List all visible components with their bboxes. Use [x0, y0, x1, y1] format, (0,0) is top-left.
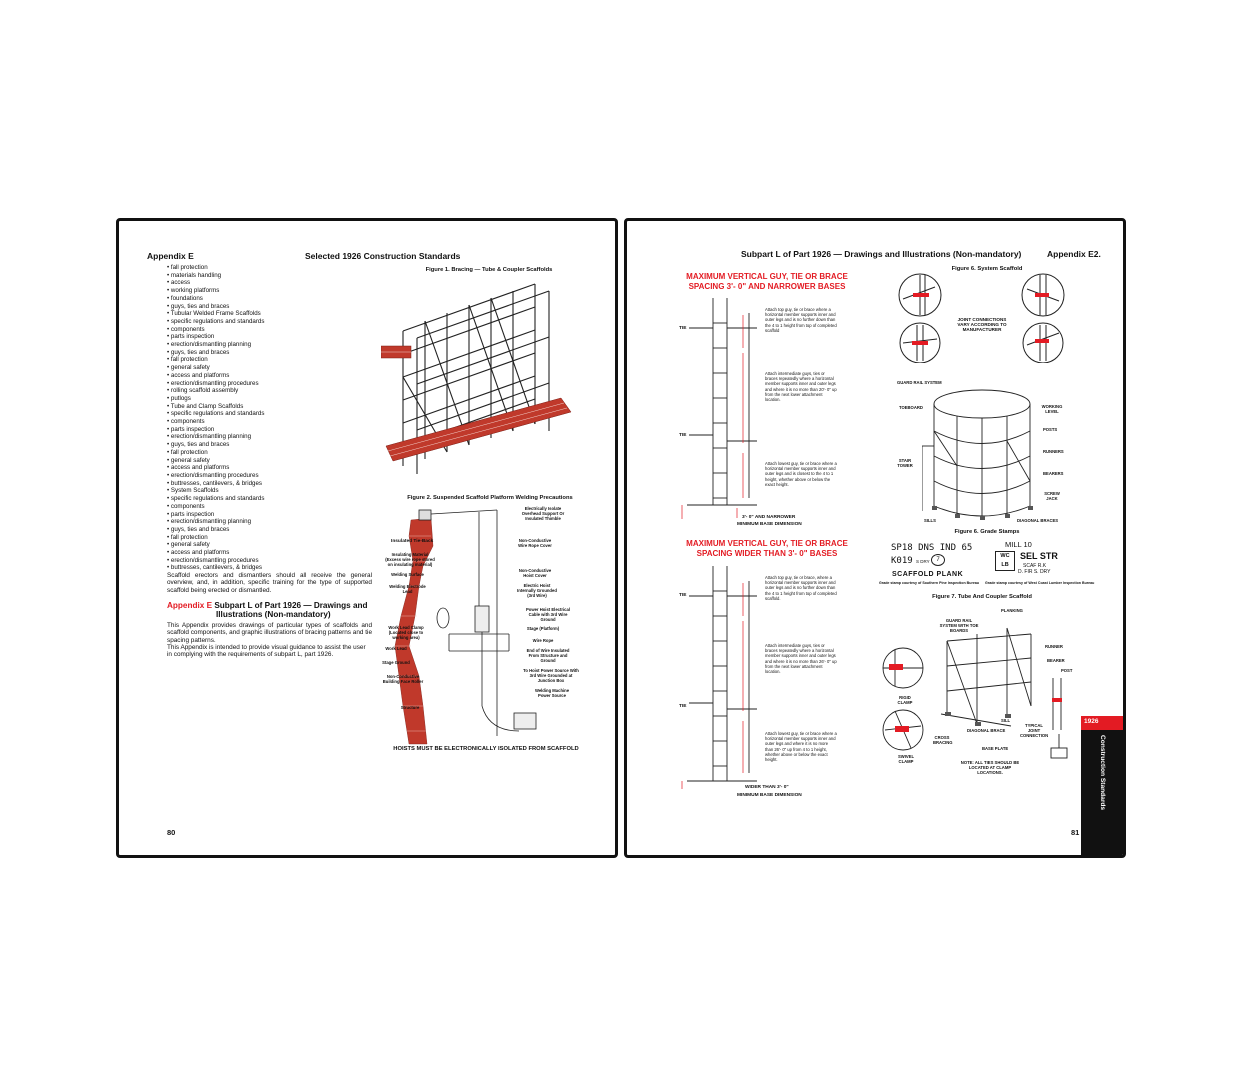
training-topic-item: • specific regulations and standards: [167, 317, 265, 325]
lbl-nonconductive-roller: Non-Conductive Building Face Roller: [382, 674, 424, 684]
training-topic-item: • fall protection: [167, 264, 208, 271]
note-top-narrow: Attach top guy, tie or brace where a horizontal member supports inner and outer legs and is no further down than the 4 to 1 height from top of completed scaffold: [765, 307, 837, 333]
training-topic-item: • general safety: [167, 456, 210, 464]
lbl-welding-surface: Welding Surface: [391, 572, 424, 577]
lbl-wire-rope: Wire Rope: [532, 638, 554, 643]
training-topic-item: • erection/dismantling planning: [167, 433, 252, 441]
lbl-planking: PLANKING: [1001, 608, 1023, 613]
lbl-hoist-grounded: Electric Hoist Internally Grounded (3rd Wire): [517, 583, 557, 598]
lbl-typical-joint: TYPICAL JOINT CONNECTION: [1020, 723, 1049, 738]
lbl-screw-jack: SCREW JACK: [1044, 491, 1060, 501]
training-topic-item: • access and platforms: [167, 371, 230, 379]
stamp2-scaf: SCAF R.K: [1023, 563, 1047, 569]
lbl-cross-bracing: CROSS BRACING: [933, 735, 953, 745]
training-topic-item: • specific regulations and standards: [167, 410, 265, 418]
stamp2-wc: WC: [1000, 553, 1010, 559]
training-topic-item: • fall protection: [167, 448, 208, 456]
note-top-wide: Attach top guy, tie or brace, where a horizontal member supports inner and outer legs and is no further down than the 4 to 1 height from top of completed scaffold.: [765, 575, 837, 601]
lbl-nonconductive-cover: Non-Conductive Wire Rope Cover: [518, 538, 552, 548]
wide-base-title: [677, 539, 857, 559]
training-topic-item: • working platforms: [167, 287, 220, 295]
lbl-power-hoist-cable: Power Hoist Electrical Cable with 3rd Wire Ground: [526, 607, 570, 622]
section-heading: [167, 601, 372, 610]
section-title-line2: Illustrations (Non-mandatory): [216, 610, 331, 619]
lbl-diagonal-brace: DIAGONAL BRACE: [967, 728, 1006, 733]
training-topic-item: • parts inspection: [167, 333, 215, 341]
training-topic-item: • erection/dismantling procedures: [167, 379, 259, 387]
note-mid-narrow: Attach intermediate guys, ties or braces repeatedly where a horizontal member supports inner and outer legs and where it is no more than 20'- 0" up from the next lower attachment location.: [765, 371, 837, 403]
lbl-base-plate: BASE PLATE: [982, 746, 1009, 751]
tie-label-1: TIE: [679, 326, 687, 331]
training-topic-item: • general safety: [167, 541, 210, 549]
figure6-system-scaffold: [922, 386, 1037, 521]
figure1-tube-coupler-scaffold: [381, 276, 581, 486]
training-topic-item: • components: [167, 325, 205, 333]
lbl-working-level: WORKING LEVEL: [1041, 404, 1063, 414]
header-appendix: Appendix E: [147, 251, 194, 261]
header-subpart: Subpart L of Part 1926 — Drawings and Illustrations (Non-mandatory): [741, 249, 1022, 259]
section-tab-text: Construction Standards: [1099, 735, 1106, 811]
lbl-bearers: BEARERS: [1043, 471, 1064, 476]
lbl-welding-machine: Welding Machine Power Source: [534, 688, 570, 698]
training-topic-item: • erection/dismantling procedures: [167, 556, 259, 564]
stamp2-dfir: D. FIR S. DRY: [1018, 569, 1051, 575]
training-topic-item: • Tube and Clamp Scaffolds: [167, 402, 244, 410]
joint-connections-note: JOINT CONNECTIONS VARY ACCORDING TO MANUFACTURER: [957, 317, 1007, 332]
narrow-title-line2: SPACING 3'- 0" AND NARROWER BASES: [688, 282, 846, 291]
lbl-isolate-overhead: Electrically Isolate Overhead Support Or Insulated Thimble: [521, 506, 565, 521]
lbl-guard-rail-system: GUARD RAIL SYSTEM: [897, 380, 942, 385]
page-number-right: 81: [1071, 828, 1080, 837]
stamp1-plank: SCAFFOLD PLANK: [892, 571, 964, 578]
wide-base-tie-diagram: [677, 561, 777, 789]
training-topic-item: • foundations: [167, 294, 203, 302]
stamp1-dry: S DRY: [916, 559, 930, 564]
ties-note: NOTE: ALL TIES SHOULD BE LOCATED AT CLAMP LOCATIONS.: [960, 760, 1020, 775]
figure7-caption: Figure 7. Tube And Coupler Scaffold: [932, 594, 1032, 600]
stamp2-mill: MILL 10: [1005, 540, 1032, 549]
section-tab-number: 1926: [1081, 716, 1126, 730]
lbl-structure: Structure: [400, 705, 420, 710]
training-topic-item: • parts inspection: [167, 425, 215, 433]
training-topic-item: • erection/dismantling planning: [167, 518, 252, 526]
training-topic-item: • rolling scaffold assembly: [167, 387, 239, 395]
training-topic-item: • guys, ties and braces: [167, 348, 230, 356]
figure1-caption: Figure 1. Bracing — Tube & Coupler Scaffolds: [425, 267, 553, 273]
training-topic-item: • general safety: [167, 364, 210, 372]
note-mid-wide: Attach intermediate guys, ties or braces repeatedly where a horizontal member supports inner and outer legs and where it is no more than 26'- 0" up from the next lower attachment location.: [765, 643, 837, 675]
training-topic-item: • guys, ties and braces: [167, 302, 230, 310]
training-topic-item: • access: [167, 279, 191, 287]
header-title: Selected 1926 Construction Standards: [305, 251, 461, 261]
tie-label-3: TIE: [679, 593, 687, 598]
lbl-work-lead: Work Lead: [385, 646, 407, 651]
lbl-post: POST: [1061, 668, 1073, 673]
lbl-posts: POSTS: [1043, 427, 1058, 432]
stamp1-number: 7: [931, 554, 945, 566]
training-topic-item: • materials handling: [167, 271, 222, 279]
stamp2-lb: LB: [1001, 562, 1009, 568]
page-number-left: 80: [167, 828, 176, 837]
training-topic-item: • guys, ties and braces: [167, 525, 230, 533]
tie-label-4: TIE: [679, 704, 687, 709]
stamp1-credit: Grade stamp courtesy of Southern Pine Inspection Bureau: [879, 581, 980, 585]
right-page: [624, 218, 1126, 858]
stamp2-credit: Grade stamp courtesy of West Coast Lumber Inspection Bureau: [985, 581, 1095, 585]
stamp1-line2: K019: [891, 556, 913, 566]
lbl-rigid-clamp: RIGID CLAMP: [897, 695, 913, 705]
header-appendix-e2: Appendix E2.: [1047, 249, 1101, 259]
figure2-caption: Figure 2. Suspended Scaffold Platform Welding Precautions: [407, 495, 573, 501]
training-topic-item: • access and platforms: [167, 464, 230, 472]
training-topic-item: • Tubular Welded Frame Scaffolds: [167, 310, 261, 318]
narrow-base-min: MINIMUM BASE DIMENSION: [737, 522, 802, 527]
training-topic-item: • putlogs: [167, 394, 191, 402]
note-low-wide: Attach lowest guy, tie or brace where a horizontal member supports inner and outer legs and where it is no more than 26'- 0" up from 4 to 1 height, whether above or below the exact height.: [765, 731, 837, 763]
lbl-work-lead-clamp: Work Lead Clamp (Located close to working area): [388, 625, 424, 640]
narrow-base-title: [677, 272, 857, 292]
narrow-title-line1: MAXIMUM VERTICAL GUY, TIE OR BRACE: [686, 272, 848, 281]
training-topic-list: [167, 264, 372, 572]
lbl-insulating-material: Insulating Material (Excess wire rope stored on insulating material): [385, 552, 435, 567]
training-topic-item: • erection/dismantling procedures: [167, 471, 259, 479]
stamp1-line1: SP18 DNS IND 65: [891, 543, 973, 553]
training-topic-item: • components: [167, 502, 205, 510]
lbl-to-hoist-power: To Hoist Power Source With 3rd Wire Grounded at Junction Box: [523, 668, 579, 683]
grade-stamps-caption: Figure 6. Grade Stamps: [954, 529, 1020, 535]
lbl-diagonal-braces: DIAGONAL BRACES: [1017, 518, 1059, 523]
training-topic-item: • parts inspection: [167, 510, 215, 518]
training-topic-item: • erection/dismantling planning: [167, 341, 252, 349]
lbl-sill: SILL: [1001, 718, 1011, 723]
training-topic-item: • buttresses, cantilevers, & bridges: [167, 564, 263, 572]
tie-label-2: TIE: [679, 433, 687, 438]
hoist-isolation-note: HOISTS MUST BE ELECTRONICALLY ISOLATED FROM SCAFFOLD: [393, 746, 579, 752]
lbl-runners: RUNNERS: [1043, 449, 1064, 454]
training-topic-item: • fall protection: [167, 356, 208, 364]
wide-base-label: WIDER THAN 3'- 0": [745, 785, 789, 790]
training-topic-item: • guys, ties and braces: [167, 441, 230, 449]
section-tag: Appendix E: [167, 601, 213, 610]
lbl-stage-ground: Stage Ground: [382, 660, 410, 665]
training-topic-item: • access and platforms: [167, 549, 230, 557]
figure6-caption: Figure 6. System Scaffold: [951, 266, 1023, 272]
wide-title-line2: SPACING WIDER THAN 3'- 0" BASES: [696, 549, 838, 558]
training-topic-item: • specific regulations and standards: [167, 495, 265, 503]
intro-paragraph-1: This Appendix provides drawings of particular types of scaffolds and scaffold components, and graphic illustrations of bracing patterns and tie spacing patterns.: [167, 622, 372, 644]
training-topic-item: • components: [167, 418, 205, 426]
figure7-tube-coupler-scaffold: [881, 606, 1081, 771]
section-title-line1: Subpart L of Part 1926 — Drawings and: [214, 601, 368, 610]
left-page: [116, 218, 618, 858]
lbl-stair-tower: STAIR TOWER: [897, 458, 913, 468]
lbl-toeboard: TOEBOARD: [899, 405, 923, 410]
closing-paragraph: Scaffold erectors and dismantlers should all receive the general overview, and, in addition, specific training for the type of supported scaffold being erected or dismantled.: [167, 572, 372, 594]
lbl-sills: SILLS: [924, 518, 936, 523]
wide-title-line1: MAXIMUM VERTICAL GUY, TIE OR BRACE: [686, 539, 848, 548]
lbl-hoist-cover: Non-Conductive Hoist Cover: [518, 568, 552, 578]
lbl-runner: RUNNER: [1045, 644, 1063, 649]
lbl-stage-platform: Stage (Platform): [526, 626, 560, 631]
training-topic-item: • buttresses, cantilevers, & bridges: [167, 479, 263, 487]
lbl-insulated-tieback: Insulated Tie-Back: [391, 539, 434, 544]
stamp2-logo: [995, 551, 1015, 571]
lbl-end-wire-insulated: End of Wire Insulated From Structure and Ground: [526, 648, 570, 663]
lbl-guard-rail-toe: GUARD RAIL SYSTEM WITH TOE BOARDS: [939, 618, 979, 633]
lbl-welding-lead: Welding Electrode Lead: [389, 584, 426, 594]
narrow-base-label: 3'- 0" AND NARROWER: [742, 515, 796, 520]
intro-paragraph-2: This Appendix is intended to provide visual guidance to assist the user in complying with the requirements of subpart L, part 1926.: [167, 644, 366, 659]
lbl-swivel-clamp: SWIVEL CLAMP: [897, 754, 915, 764]
training-topic-item: • fall protection: [167, 533, 208, 541]
wide-base-min: MINIMUM BASE DIMENSION: [737, 793, 802, 798]
lbl-bearer: BEARER: [1047, 658, 1065, 663]
narrow-base-tie-diagram: [677, 293, 777, 521]
note-low-narrow: Attach lowest guy, tie or brace where a horizontal member supports inner and outer legs and is closest to the 4 to 1 height, whether above or below the exact height.: [765, 461, 837, 487]
training-topic-item: • System Scaffolds: [167, 487, 219, 495]
stamp2-sel: SEL STR: [1020, 551, 1058, 561]
